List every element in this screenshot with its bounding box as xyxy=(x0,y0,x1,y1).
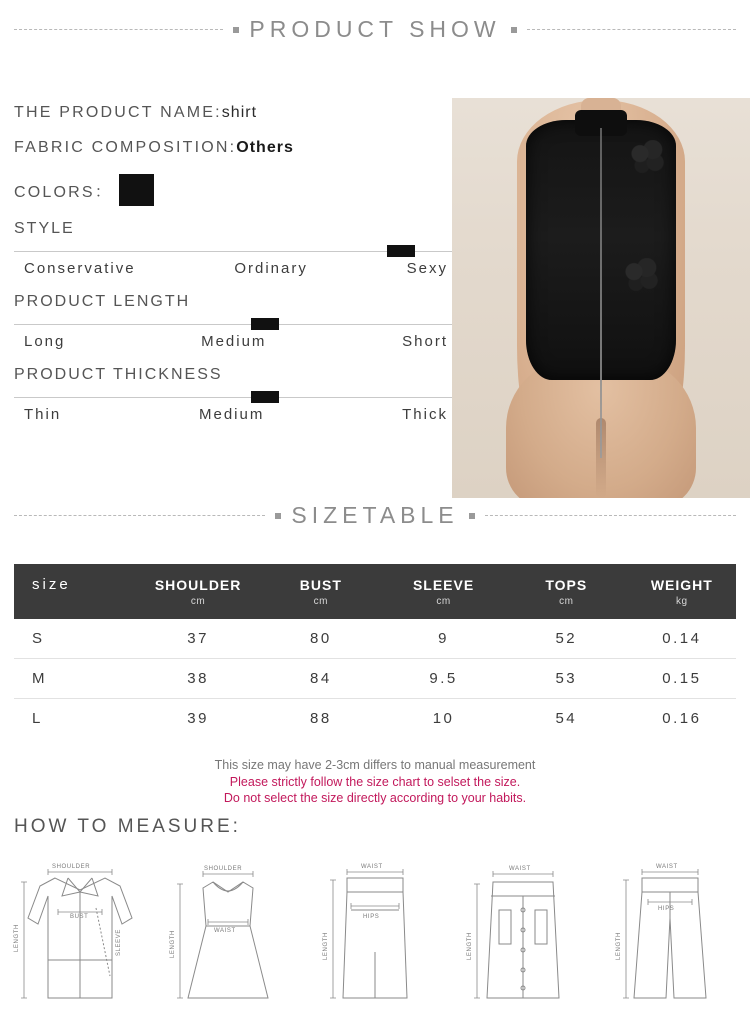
unit-bust: cm xyxy=(259,596,382,619)
table-row xyxy=(14,619,736,659)
square-bullet-right xyxy=(511,27,517,33)
size-table-unit-row xyxy=(14,596,736,619)
colors-label: COLORS： xyxy=(14,183,113,201)
length-option-1[interactable]: Medium xyxy=(201,333,267,350)
label-length: LENGTH xyxy=(323,932,329,960)
size-table xyxy=(14,564,736,738)
thickness-option-1[interactable]: Medium xyxy=(198,406,265,423)
square-bullet-left xyxy=(233,27,239,33)
sizetable-divider-left xyxy=(14,515,265,517)
table-row xyxy=(14,699,736,739)
label-sleeve: SLEEVE xyxy=(116,929,122,956)
cell-bust-s: 80 xyxy=(259,619,382,659)
cell-shoulder-m: 38 xyxy=(137,659,260,699)
style-option-1[interactable]: Ordinary xyxy=(234,260,308,277)
label-shoulder: SHOULDER xyxy=(203,866,242,872)
style-option-2[interactable]: Sexy xyxy=(406,260,448,277)
cell-weight-m: 0.15 xyxy=(628,659,736,699)
size-table-header-row xyxy=(14,564,736,596)
size-notes xyxy=(0,758,750,806)
style-options xyxy=(14,260,454,277)
figure-dress xyxy=(158,848,298,1008)
cell-tops-m: 53 xyxy=(505,659,628,699)
cell-shoulder-l: 39 xyxy=(187,710,209,727)
thickness-option-0[interactable]: Thin xyxy=(24,406,62,423)
sizetable-bullet-right xyxy=(469,513,475,519)
product-photo xyxy=(452,98,750,498)
thickness-track-bar xyxy=(14,397,454,398)
label-waist: WAIST xyxy=(508,866,531,872)
pants-diagram-icon xyxy=(600,848,740,1008)
col-header-size: size xyxy=(14,564,137,596)
label-hips: HIPS xyxy=(658,906,675,912)
figure-pants xyxy=(600,848,740,1008)
label-bust: BUST xyxy=(70,914,89,920)
cell-sleeve-s: 9 xyxy=(382,619,505,659)
how-to-measure-figures xyxy=(10,848,740,1008)
col-header-bust: BUST xyxy=(259,564,382,596)
skirt-long-diagram-icon xyxy=(305,848,445,1008)
label-length: LENGTH xyxy=(616,932,622,960)
cell-size-m: M xyxy=(14,659,137,699)
length-option-0[interactable]: Long xyxy=(24,333,66,350)
col-header-tops: TOPS xyxy=(505,564,628,596)
unit-weight: kg xyxy=(628,596,736,619)
label-waist: WAIST xyxy=(656,864,678,870)
figure-jacket xyxy=(10,848,150,1008)
group-title-thickness: PRODUCT THICKNESS xyxy=(14,366,223,383)
length-options xyxy=(14,333,454,350)
product-info xyxy=(14,104,454,439)
cell-weight-l: 0.16 xyxy=(662,710,702,727)
divider-left xyxy=(14,29,223,31)
cell-sleeve-l: 10 xyxy=(432,710,455,727)
product-name-label: THE PRODUCT NAME: xyxy=(14,104,222,121)
unit-shoulder: cm xyxy=(137,596,260,619)
group-title-length: PRODUCT LENGTH xyxy=(14,293,191,310)
page-title: PRODUCT SHOW xyxy=(249,16,501,42)
thickness-option-2[interactable]: Thick xyxy=(402,406,448,423)
attribute-group-length xyxy=(14,293,454,350)
unit-sleeve: cm xyxy=(382,596,505,619)
fabric-row xyxy=(14,139,454,157)
style-track xyxy=(14,244,454,258)
how-to-measure-title: HOW TO MEASURE: xyxy=(14,816,241,837)
jacket-diagram-icon xyxy=(10,848,150,1008)
shirt-zipper xyxy=(600,128,602,458)
length-marker xyxy=(251,318,279,330)
note-not-habits: Do not select the size directly according to your habits. xyxy=(223,790,527,805)
color-swatch-black[interactable] xyxy=(119,174,154,206)
label-waist: WAIST xyxy=(213,928,236,934)
section-header-sizetable xyxy=(0,502,750,529)
waist-flower-applique xyxy=(622,258,662,292)
cell-weight-s: 0.14 xyxy=(628,619,736,659)
cell-bust-m: 84 xyxy=(259,659,382,699)
skirt-short-diagram-icon xyxy=(453,848,593,1008)
section-header-product-show xyxy=(0,16,750,43)
group-title-style: STYLE xyxy=(14,220,75,237)
sizetable-bullet-left xyxy=(275,513,281,519)
size-table-wrapper xyxy=(14,564,736,738)
sizetable-title: SIZETABLE xyxy=(291,502,459,528)
shoulder-flower-applique xyxy=(628,140,668,174)
label-shoulder: SHOULDER xyxy=(52,864,91,870)
col-header-sleeve: SLEEVE xyxy=(382,564,505,596)
label-hips: HIPS xyxy=(363,914,380,920)
unit-size xyxy=(14,596,137,619)
thickness-options xyxy=(14,406,454,423)
label-length: LENGTH xyxy=(466,932,473,960)
figure-skirt-short xyxy=(453,848,593,1008)
attribute-group-thickness xyxy=(14,366,454,423)
length-track-bar xyxy=(14,324,454,325)
dress-diagram-icon xyxy=(158,848,298,1008)
cell-size-l: L xyxy=(32,710,42,727)
label-length: LENGTH xyxy=(14,924,20,952)
length-option-2[interactable]: Short xyxy=(402,333,448,350)
col-header-weight: WEIGHT xyxy=(628,564,736,596)
figure-skirt-long xyxy=(305,848,445,1008)
label-length: LENGTH xyxy=(169,930,176,958)
label-waist: WAIST xyxy=(361,864,383,870)
cell-size-s: S xyxy=(14,619,137,659)
cell-tops-l: 54 xyxy=(555,710,578,727)
cell-shoulder-s: 37 xyxy=(137,619,260,659)
divider-right xyxy=(527,29,736,31)
style-option-0[interactable]: Conservative xyxy=(24,260,136,277)
colors-row xyxy=(14,174,454,206)
unit-tops: cm xyxy=(505,596,628,619)
cell-tops-s: 52 xyxy=(505,619,628,659)
product-name-row xyxy=(14,104,454,122)
thickness-marker xyxy=(251,391,279,403)
length-track xyxy=(14,317,454,331)
note-measurement-tolerance: This size may have 2-3cm differs to manual measurement xyxy=(214,758,536,772)
note-follow-chart: Please strictly follow the size chart to selset the size. xyxy=(229,775,521,789)
table-row xyxy=(14,659,736,699)
cell-sleeve-m: 9.5 xyxy=(382,659,505,699)
sizetable-divider-right xyxy=(485,515,736,517)
style-marker xyxy=(387,245,415,257)
cell-bust-l: 88 xyxy=(309,710,332,727)
product-name-value: shirt xyxy=(221,104,258,121)
col-header-shoulder: SHOULDER xyxy=(137,564,260,596)
attribute-group-style xyxy=(14,220,454,277)
fabric-label: FABRIC COMPOSITION: xyxy=(14,139,237,156)
fabric-value: Others xyxy=(236,139,294,156)
thickness-track xyxy=(14,390,454,404)
